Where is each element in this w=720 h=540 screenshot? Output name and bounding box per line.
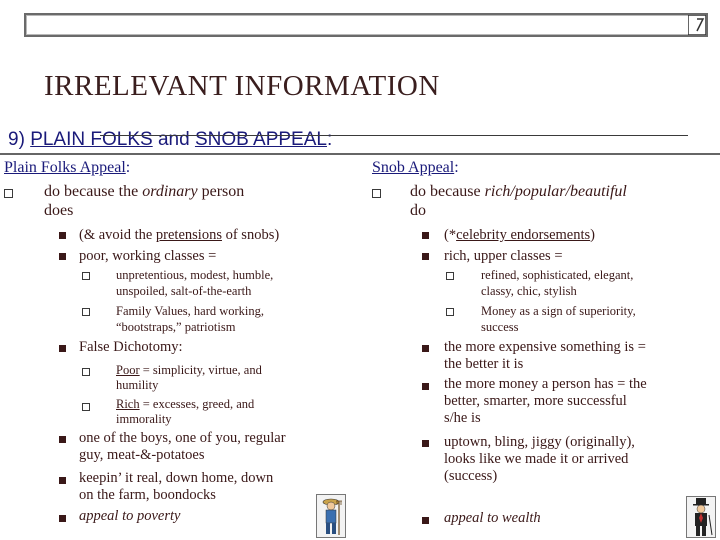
- list-item: the more expensive something is =: [444, 339, 646, 355]
- checkbox-bullet-icon: [82, 403, 90, 411]
- divider: [0, 153, 720, 155]
- checkbox-bullet-icon: [82, 272, 90, 280]
- list-item: appeal to poverty: [79, 508, 181, 524]
- list-item: uptown, bling, jiggy (originally),: [444, 434, 635, 450]
- list-item: appeal to wealth: [444, 510, 541, 526]
- divider: [100, 135, 688, 136]
- square-bullet-icon: [422, 232, 429, 239]
- top-banner: [24, 13, 708, 37]
- square-bullet-icon: [422, 440, 429, 447]
- list-item: unpretentious, modest, humble,: [116, 268, 274, 282]
- list-item: Family Values, hard working,: [116, 304, 265, 318]
- list-item: rich, upper classes =: [444, 248, 563, 264]
- slide-corner-icon: [688, 15, 706, 35]
- square-bullet-icon: [422, 517, 429, 524]
- list-item: keepin’ it real, down home, down: [79, 470, 274, 486]
- list-item: success: [481, 320, 519, 334]
- column-header: Snob Appeal:: [372, 159, 459, 176]
- list-item: one of the boys, one of you, regular: [79, 430, 286, 446]
- square-bullet-icon: [422, 383, 429, 390]
- square-bullet-icon: [422, 345, 429, 352]
- checkbox-bullet-icon: [446, 272, 454, 280]
- square-bullet-icon: [422, 253, 429, 260]
- list-item: on the farm, boondocks: [79, 487, 216, 503]
- checkbox-bullet-icon: [82, 368, 90, 376]
- square-bullet-icon: [59, 515, 66, 522]
- list-item: (*celebrity endorsements): [444, 227, 596, 243]
- column-header: Plain Folks Appeal:: [4, 159, 131, 176]
- square-bullet-icon: [59, 345, 66, 352]
- section-subtitle: 9) PLAIN FOLKS and SNOB APPEAL:: [8, 129, 333, 150]
- square-bullet-icon: [59, 477, 66, 484]
- list-item: do because rich/popular/beautiful: [410, 183, 627, 200]
- checkbox-bullet-icon: [446, 308, 454, 316]
- list-item: (& avoid the pretensions of snobs): [79, 227, 280, 243]
- square-bullet-icon: [59, 232, 66, 239]
- list-item: humility: [116, 378, 159, 392]
- list-item: looks like we made it or arrived: [444, 451, 629, 467]
- page-title: IRRELEVANT INFORMATION: [44, 70, 440, 102]
- checkbox-bullet-icon: [372, 189, 381, 198]
- checkbox-bullet-icon: [82, 308, 90, 316]
- list-item: immorality: [116, 412, 172, 426]
- list-item: do because the ordinary person: [44, 183, 245, 200]
- square-bullet-icon: [59, 436, 66, 443]
- checkbox-bullet-icon: [4, 189, 13, 198]
- list-item: False Dichotomy:: [79, 339, 183, 355]
- square-bullet-icon: [59, 253, 66, 260]
- list-item: Rich = excesses, greed, and: [116, 397, 255, 411]
- list-item: better, smarter, more successful: [444, 393, 627, 409]
- list-item: unspoiled, salt-of-the-earth: [116, 284, 252, 298]
- list-item: poor, working classes =: [79, 248, 217, 264]
- businessman-clipart-icon: [686, 496, 716, 538]
- list-item: refined, sophisticated, elegant,: [481, 268, 634, 282]
- list-item: classy, chic, stylish: [481, 284, 577, 298]
- list-item: do: [410, 202, 426, 219]
- list-item: the better it is: [444, 356, 524, 372]
- list-item: “bootstraps,” patriotism: [116, 320, 236, 334]
- list-item: the more money a person has = the: [444, 376, 647, 392]
- list-item: Poor = simplicity, virtue, and: [116, 363, 262, 377]
- list-item: (success): [444, 468, 498, 484]
- list-item: does: [44, 202, 74, 219]
- list-item: s/he is: [444, 410, 481, 426]
- farmer-clipart-icon: [316, 494, 346, 538]
- list-item: guy, meat-&-potatoes: [79, 447, 205, 463]
- list-item: Money as a sign of superiority,: [481, 304, 636, 318]
